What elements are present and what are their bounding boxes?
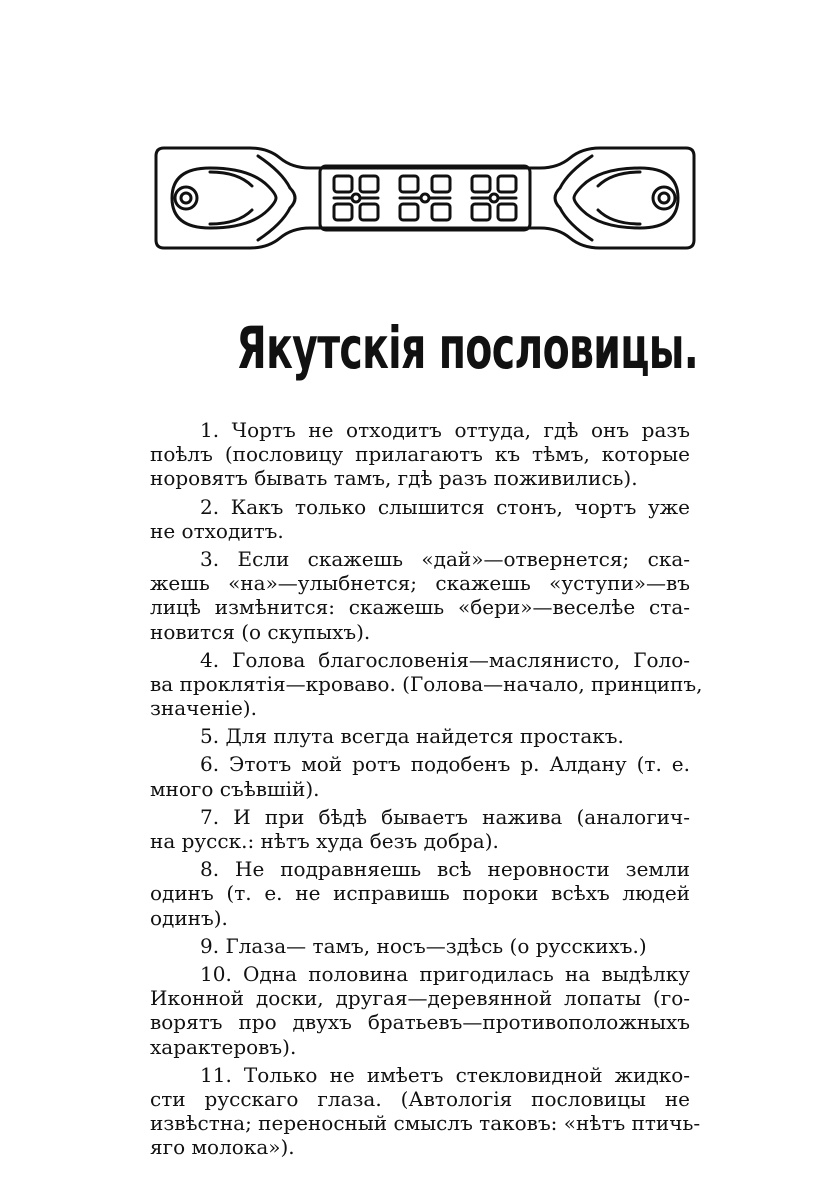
proverb-line: одинъ).: [150, 905, 228, 930]
proverb-line: лицѣ измѣнится: скажешь «бери»—веселѣе ста-: [150, 595, 690, 620]
proverb-line: 11. Только не имѣетъ стекловидной жидко-: [200, 1062, 690, 1087]
proverb-line: 8. Не подравняешь всѣ неровности земли: [200, 857, 690, 882]
proverb-line: 9. Глаза— тамъ, носъ—здѣсь (о русскихъ.): [200, 933, 647, 958]
proverb-item: [150, 724, 690, 748]
proverb-line: новится (о скупыхъ).: [150, 619, 371, 644]
proverb-line: яго молока»).: [150, 1135, 295, 1160]
proverb-line: 7. И при бѣдѣ бываетъ нажива (аналогич-: [200, 804, 690, 829]
proverb-item: [150, 752, 690, 800]
proverb-line: значеніе).: [150, 696, 257, 721]
proverb-line: 3. Если скажешь «дай»—отвернется; ска-: [200, 546, 690, 571]
proverb-item: [150, 418, 690, 491]
page-title: Якутскія пословицы.: [236, 314, 699, 382]
proverb-item: [150, 647, 703, 721]
proverb-line: много съѣвшій).: [150, 776, 320, 801]
proverb-line: норовятъ бывать тамъ, гдѣ разъ поживились).: [150, 466, 638, 491]
proverb-item: [150, 857, 690, 930]
proverb-line: 5. Для плута всегда найдется простакъ.: [200, 724, 624, 749]
proverb-item: [150, 934, 690, 958]
proverb-line: ва проклятія—кроваво. (Голова—начало, принципъ,: [150, 671, 703, 696]
proverb-list: [150, 418, 703, 1160]
decorative-headpiece-ornament: [150, 142, 700, 254]
proverb-item: [150, 547, 690, 644]
proverb-line: характеровъ).: [150, 1034, 297, 1059]
proverb-line: жешь «на»—улыбнется; скажешь «уступи»—въ: [150, 571, 690, 596]
proverb-line: 6. Этотъ мой ротъ подобенъ р. Алдану (т. е.: [200, 752, 690, 777]
proverb-line: 4. Голова благословенія—маслянисто, Голо-: [200, 647, 690, 672]
proverb-item: [150, 495, 690, 543]
proverb-line: извѣстна; переносный смыслъ таковъ: «нѣтъ птичь-: [150, 1111, 701, 1136]
proverb-line: ворятъ про двухъ братьевъ—противоположныхъ: [150, 1010, 690, 1035]
proverb-line: одинъ (т. е. не исправишь пороки всѣхъ людей: [150, 881, 690, 906]
proverb-line: не отходитъ.: [150, 518, 284, 543]
proverb-line: на русск.: нѣтъ худа безъ добра).: [150, 829, 499, 853]
proverb-line: 1. Чортъ не отходитъ оттуда, гдѣ онъ разъ: [200, 418, 690, 442]
proverb-item: [150, 962, 690, 1059]
proverb-line: Иконной доски, другая—деревянной лопаты (го-: [150, 986, 690, 1011]
proverb-item: [150, 1062, 701, 1160]
proverb-item: [150, 805, 690, 853]
proverb-line: поѣлъ (пословицу прилагаютъ къ тѣмъ, которые: [150, 442, 690, 467]
proverb-line: сти русскаго глаза. (Автологія пословицы не: [150, 1086, 690, 1111]
proverb-line: 2. Какъ только слышится стонъ, чортъ уже: [200, 494, 690, 519]
proverb-line: 10. Одна половина пригодилась на выдѣлку: [200, 961, 690, 986]
